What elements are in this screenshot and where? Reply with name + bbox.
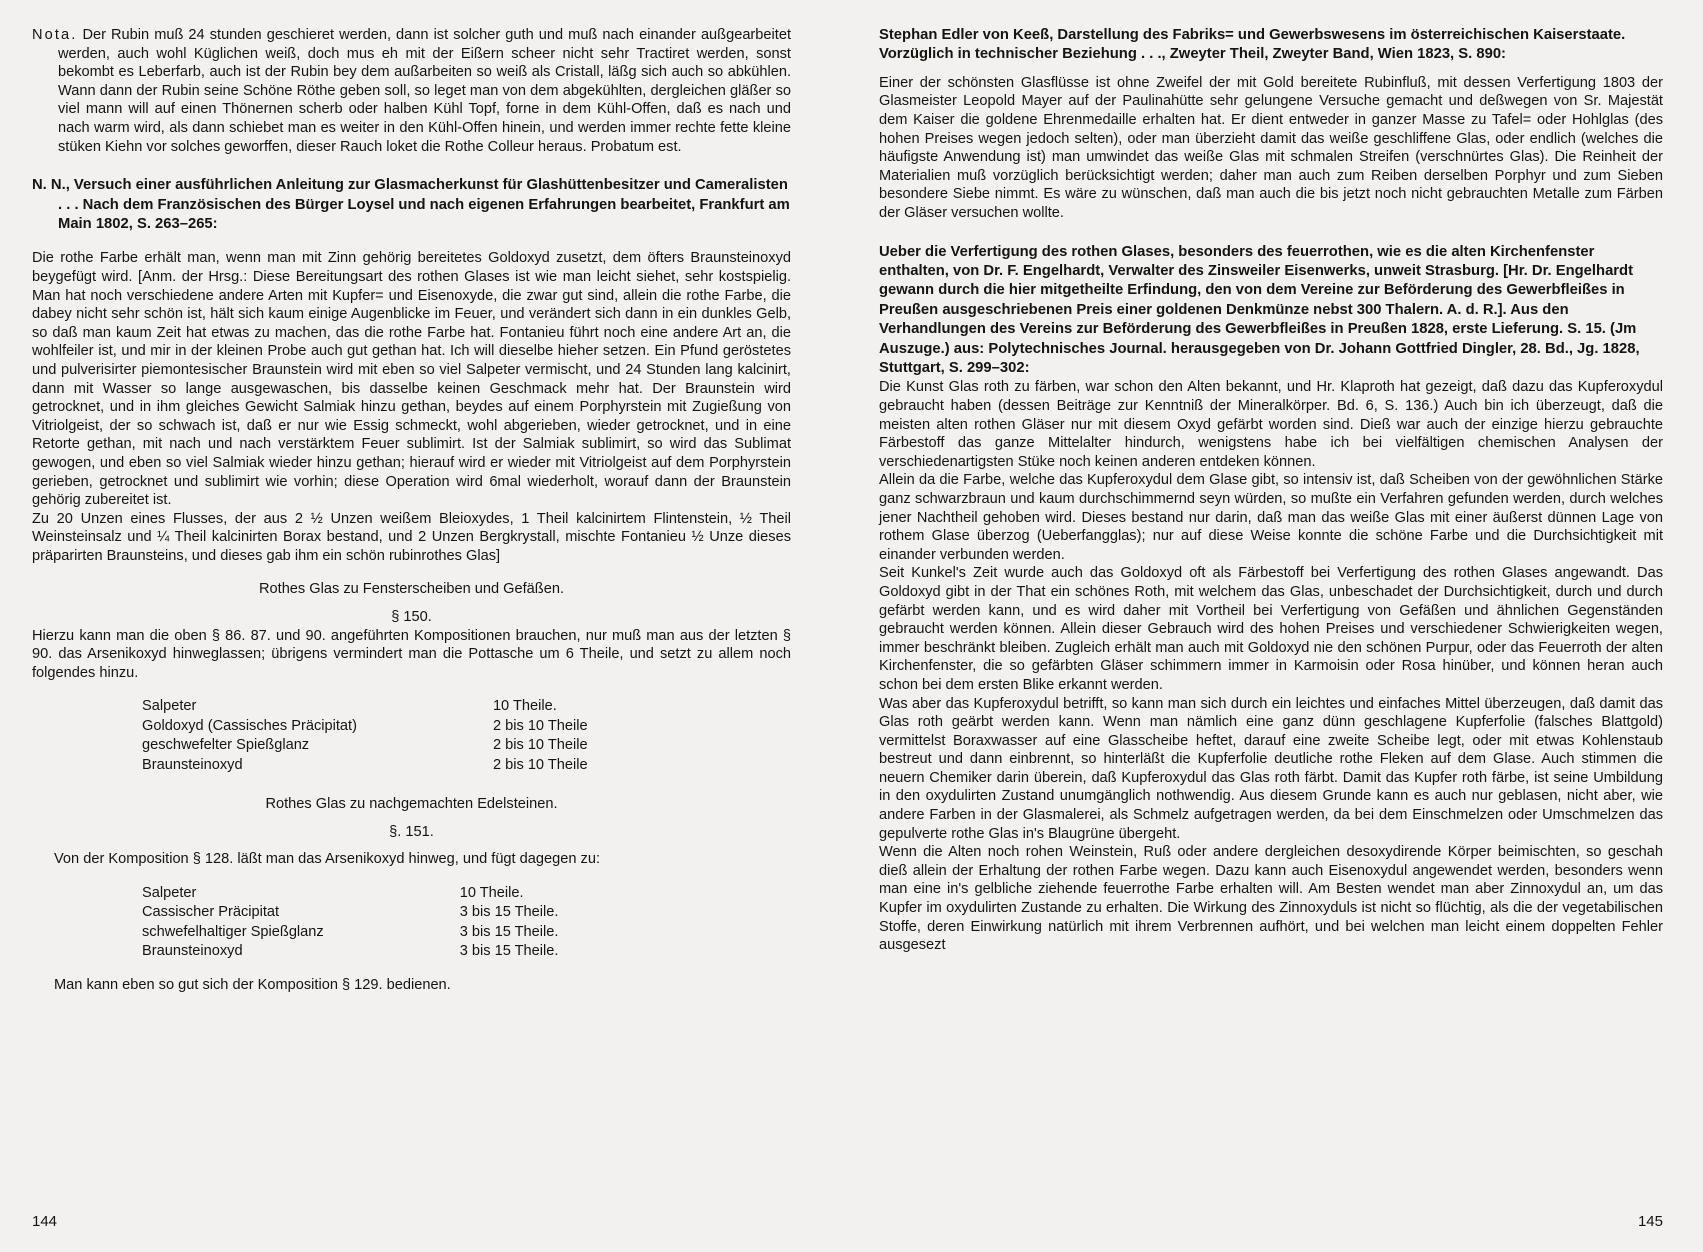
table-cell-item: Cassischer Präcipitat bbox=[142, 904, 280, 921]
right-paragraph: Allein da die Farbe, welche das Kupferoxydul dem Glase gibt, so intensiv ist, daß Scheiben von der gewöhnlichen Stärke ganz schwarzbraun und kaum durchschimmernd seyn würden, so mußte ein Verfahren gefunden werden, durch welches jener Nachtheil gehoben wird. Dieses bestand nur darin, daß man das weiße Glas mit einer äußerst dünnen Lage von rothem Glase überzog (Ueberfangglas); nur auf diese Weise konnte die schöne Farbe und die Durchsichtigkeit mit einander verbunden werden. bbox=[879, 472, 1663, 563]
section-2-title: Rothes Glas zu nachgemachten Edelsteinen. bbox=[265, 796, 558, 813]
table-row bbox=[142, 903, 558, 922]
right-paragraph: Was aber das Kupferoxydul betrifft, so kann man sich durch ein leichtes und einfaches Mittel überzeugen, daß damit das Glas roth geärbt werden kann. Wenn man nämlich eine ganz dünn geschlagene Kupferfolie (falsches Blattgold) vermittelst Boraxwasser auf eine Glasscheibe heftet, darauf eine zweite Scheibe legt, oder mit etwas Kohlenstaub bestreut und dann einbrennt, so hinterläßt die Kupferfolie deutliche rothe Fleken auf dem Glase. Auch stimmen die neuern Chemiker darin überein, daß Kupferoxydul das Glas roth färbt. Damit das Kupfer roth färbe, ist seine Umbildung in den oxydulirten Zustand unumgänglich nothwendig. Aus diesem Grunde kann es auch nur geblasen, nicht aber, wie andere Farben in der Glasmalerei, als Schmelz aufgetragen werden, da bei dem Einschmelzen oder Umschmelzen das gepulverte rothe Glas in's Blaugrüne übergeht. bbox=[879, 695, 1663, 842]
left-closing-text: Man kann eben so gut sich der Komposition § 129. bedienen. bbox=[54, 977, 451, 994]
table-cell-amount: 10 Theile. bbox=[459, 884, 524, 901]
left-heading: N. N., Versuch einer ausführlichen Anleitung zur Glasmacherkunst für Glashüttenbesitzer und Cameralisten . . . Nach dem Französischen des Bürger Loysel und nach eigenen Erfahrungen bearbeitet, Frankfurt am Main 1802, S. 263–265: bbox=[32, 177, 790, 232]
right-body-1: Einer der schönsten Glasflüsse ist ohne Zweifel der mit Gold bereitete Rubinfluß, mit dessen Verfertigung 1803 der Glasmeister Leopold Mayer auf der Paulinahütte sehr gelungene Versuche gemacht und deßwegen von Sr. Majestät dem Kaiser die goldene Ehrenmedaille erhalten hat. Er dient entweder in ganzer Masse zu Tafel= oder Hohlglas (des hohen Preises wegen jedoch selten), oder man überzieht damit das weiße geschliffene Glas, oder endlich (welches die häufigste Anwendung ist) man umwindet das weiße Glas mit schmalen Streifen (verschnürtes Glas). Die Reinheit der Materialien muß vorzüglich berücksichtigt werden; daher man auch zum Reiben derselben Porphyr und zum Sieben besondere Siebe nimmt. Es wäre zu wünschen, daß man auch die bis jetzt noch nicht gebrauchten Metalle zum Färben der Gläser versuchen wollte. bbox=[879, 74, 1663, 221]
folio-left: 144 bbox=[32, 1213, 58, 1230]
table-row bbox=[142, 942, 558, 961]
nota-text: Der Rubin muß 24 stunden geschieret werden, dann ist solcher guth und muß nach einander außgearbeitet werden, auch wohl Küglichen weiß, doch mus eh mit der Eißern scheer nicht sehr Tractiret werden, sonst bekombt es Leberfarb, auch ist der Rubin bey dem außarbeiten so weiß als Cristall, läßg sich auch so abkühlen. Wann dann der Rubin seine Schöne Röthe geben soll, so leget man von dem abgekühlten, dergleichen gläßer so viel mann will auf einen Thönernen scherb oder halben Kühl Topf, forne in dem Kühl-Offen, daß es nach und nach warm wird, als dann schiebet man es weiter in den Kühl-Offen hinein, und werden immer rechte fette kleine stüken Kiehn vor solches geworffen, dieser Rauch loket die Rothe Colleur heraus. Probatum est. bbox=[58, 27, 791, 155]
table-cell-amount: 2 bis 10 Theile bbox=[492, 737, 588, 754]
section-1-title: Rothes Glas zu Fensterscheiben und Gefäßen. bbox=[258, 581, 564, 598]
page-left bbox=[0, 0, 851, 1252]
table-row bbox=[142, 717, 588, 736]
table-row bbox=[142, 756, 588, 775]
table-cell-item: geschwefelter Spießglanz bbox=[142, 737, 310, 754]
right-column bbox=[879, 26, 1663, 955]
section-2-text: Von der Komposition § 128. läßt man das Arsenikoxyd hinweg, und fügt dagegen zu: bbox=[54, 851, 600, 868]
right-paragraph: Wenn die Alten noch rohen Weinstein, Ruß oder andere dergleichen desoxydirende Körper beimischten, so geschah dieß allein der Erhaltung der rothen Farbe wegen. Dazu kann auch Eisenoxydul angewendet werden, besonders wenn man eine in's gelbliche ziehende feuerrothe Farbe erhalten will. Am Besten wendet man aber Zinnoxydul an, um das Kupfer im oxydulirten Zustande zu erhalten. Die Wirkung des Zinnoxyduls ist nicht so flüchtig, als die der vegetabilischen Stoffe, deren Einwirkung natürlich mit ihrem Verbrennen aufhört, und bei welchen man leicht einem doppelten Fehler ausgesezt bbox=[879, 844, 1663, 954]
section-1-text: Hierzu kann man die oben § 86. 87. und 90. angeführten Kompositionen brauchen, nur muß man aus der letzten § 90. das Arsenikoxyd hinweglassen; übrigens vermindert man die Pottasche um 6 Theile, und setzt zu allem noch folgendes hinzu. bbox=[32, 627, 791, 681]
section-1-number: § 150. bbox=[391, 609, 432, 626]
table-row bbox=[142, 923, 558, 942]
nota-paragraph bbox=[32, 26, 791, 156]
table-cell-item: schwefelhaltiger Spießglanz bbox=[142, 923, 324, 940]
right-heading-1: Stephan Edler von Keeß, Darstellung des Fabriks= und Gewerbswesens im österreichischen Kaiserstaate. Vorzüglich in technischer Beziehung . . ., Zweyter Theil, Zweyter Band, Wien 1823, S. 890: bbox=[879, 27, 1626, 63]
table-cell-amount: 3 bis 15 Theile. bbox=[459, 923, 559, 940]
table-cell-item: Goldoxyd (Cassisches Präcipitat) bbox=[142, 717, 357, 734]
folio-right: 145 bbox=[1637, 1213, 1663, 1230]
table-cell-amount: 10 Theile. bbox=[492, 698, 557, 715]
right-paragraph: Seit Kunkel's Zeit wurde auch das Goldoxyd oft als Färbestoff bei Verfertigung des rothen Glases angewandt. Das Goldoxyd gibt in der That ein schönes Roth, mit welchem das Glas, unbeschadet der Durchsichtigkeit, durch und durch gefärbt werden kann, und es wird daher mit Vortheil bei Verfertigung von Gefäßen und ähnlichen Gegenständen gebraucht werden können. Allein dieser Gebrauch wird des hohen Preises und verschiedener Schwierigkeiten wegen, immer beschränkt bleiben. Zugleich erhält man auch mit Goldoxyd nie den schönen Purpur, oder das Feuerroth der alten Kirchenfenster, die so gefärbten Gläser schimmern immer in Karmoisin oder Rosa hinüber, und können heran auch schon bei dem ersten Blike erkannt werden. bbox=[879, 565, 1663, 693]
table-row bbox=[142, 884, 558, 903]
table-row bbox=[142, 697, 588, 716]
composition-table-2 bbox=[142, 884, 558, 962]
table-cell-item: Braunsteinoxyd bbox=[142, 756, 243, 773]
section-2-number: §. 151. bbox=[389, 823, 434, 840]
right-paragraph: Die Kunst Glas roth zu färben, war schon den Alten bekannt, und Hr. Klaproth hat gezeigt, daß dazu das Kupferoxydul gebraucht haben (dessen Beiträge zur Kenntniß der Mineralkörper. Bd. 6, S. 136.) Auch bin ich überzeugt, daß die meisten alten rothen Gläser nur mit diesem Oxyd gefärbt worden sind. Dieß war auch der einzige hierzu gebrauchte Färbestoff das ganze Mittelalter hindurch, wenigstens habe ich bei vielfältigen chemischen Analysen der verschiedenartigsten Stüke noch keinen anderen entdeken können. bbox=[879, 379, 1663, 470]
table-row bbox=[142, 736, 588, 755]
page-right bbox=[851, 0, 1703, 1252]
table-cell-amount: 3 bis 15 Theile. bbox=[459, 943, 559, 960]
table-cell-item: Braunsteinoxyd bbox=[142, 943, 243, 960]
left-body-continued: Zu 20 Unzen eines Flusses, der aus 2 ½ Unzen weißem Bleioxydes, 1 Theil kalcinirtem Flintenstein, ½ Theil Weinsteinsalz und ¼ Theil kalcinirten Borax bestand, und 2 Unzen Bergkrystall, mischte Fontanieu ½ Unze dieses präparirten Braunsteins, und dieses gab ihm ein schön rubinrothes Glas] bbox=[32, 510, 791, 564]
table-cell-amount: 2 bis 10 Theile bbox=[492, 756, 588, 773]
table-cell-item: Salpeter bbox=[142, 884, 197, 901]
left-column bbox=[32, 26, 791, 995]
table-cell-amount: 3 bis 15 Theile. bbox=[459, 904, 559, 921]
composition-table-1 bbox=[142, 697, 588, 775]
table-cell-amount: 2 bis 10 Theile bbox=[492, 717, 588, 734]
table-cell-item: Salpeter bbox=[142, 698, 197, 715]
left-body-paragraph: Die rothe Farbe erhält man, wenn man mit Zinn gehörig bereitetes Goldoxyd zusetzt, dem öfters Braunsteinoxyd beygefügt wird. [Anm. der Hrsg.: Diese Bereitungsart des rothen Glases ist wie man leicht siehet, sehr kostspielig. Man hat noch verschiedene andere Arten mit Kupfer= und Eisenoxyde, die zwar gut sind, allein die rothe Farbe, die dabey nicht sehr schön ist, hält sich kaum einige Augenblicke im Feuer, und verändert sich dann in ein dunkles Gelb, so daß man kaum Zeit hat etwas zu machen, das die rothe Farbe hat. Fontanieu führt noch eine andere Art an, die wohlfeiler ist, und mir in der kleinen Probe auch gut gethan hat. Ich will dieselbe hieher setzen. Ein Pfund geröstetes und pulverisirter piemontesischer Braunstein wird mit eben so viel Salpeter vermischt, und 24 Stunden lang kalcinirt, dann mit Wasser so lange ausgewaschen, bis dasselbe keinen Geschmack mehr hat. Der Braunstein wird getrocknet, und in ihm gleiches Gewicht Salmiak hinzu gethan, beydes auf einem Porphyrstein mit Zugießung von Vitriolgeist, der so schwach ist, daß er nur wie Essig schmeckt, wohl abgerieben, wieder getrocknet, und in eine Retorte gethan, mit nach und nach verstärktem Feuer sublimirt. Ist der Salmiak sublimirt, so wird das Sublimat gewogen, und eben so viel Salmiak wieder hinzu gethan; hierauf wird er wieder mit Vitriolgeist auf dem Porphyrstein gerieben, getrocknet und sublimirt wie vorhin; diese Operation wird 6mal wiederholt, worauf dann der Braunstein gehörig zubereitet ist. bbox=[32, 250, 791, 509]
right-heading-2: Ueber die Verfertigung des rothen Glases, besonders des feuerrothen, wie es die alten Kirchenfenster enthalten, von Dr. F. Engelhardt, Verwalter des Zinsweiler Eisenwerks, unweit Strasburg. [Hr. Dr. Engelhardt gewann durch die hier mitgetheilte Erfindung, den von dem Vereine zur Beförderung des Gewerbfleißes in Preußen ausgeschriebenen Preis einer goldenen Denkmünze nebst 300 Thalern. A. d. R.]. Aus den Verhandlungen des Vereins zur Beförderung des Gewerbfleißes in Preußen 1828, erste Lieferung. S. 15. (Jm Auszuge.) aus: Polytechnisches Journal. herausgegeben von Dr. Johann Gottfried Dingler, 28. Bd., Jg. 1828, Stuttgart, S. 299–302: bbox=[879, 243, 1640, 376]
nota-label: Nota. bbox=[32, 27, 78, 43]
